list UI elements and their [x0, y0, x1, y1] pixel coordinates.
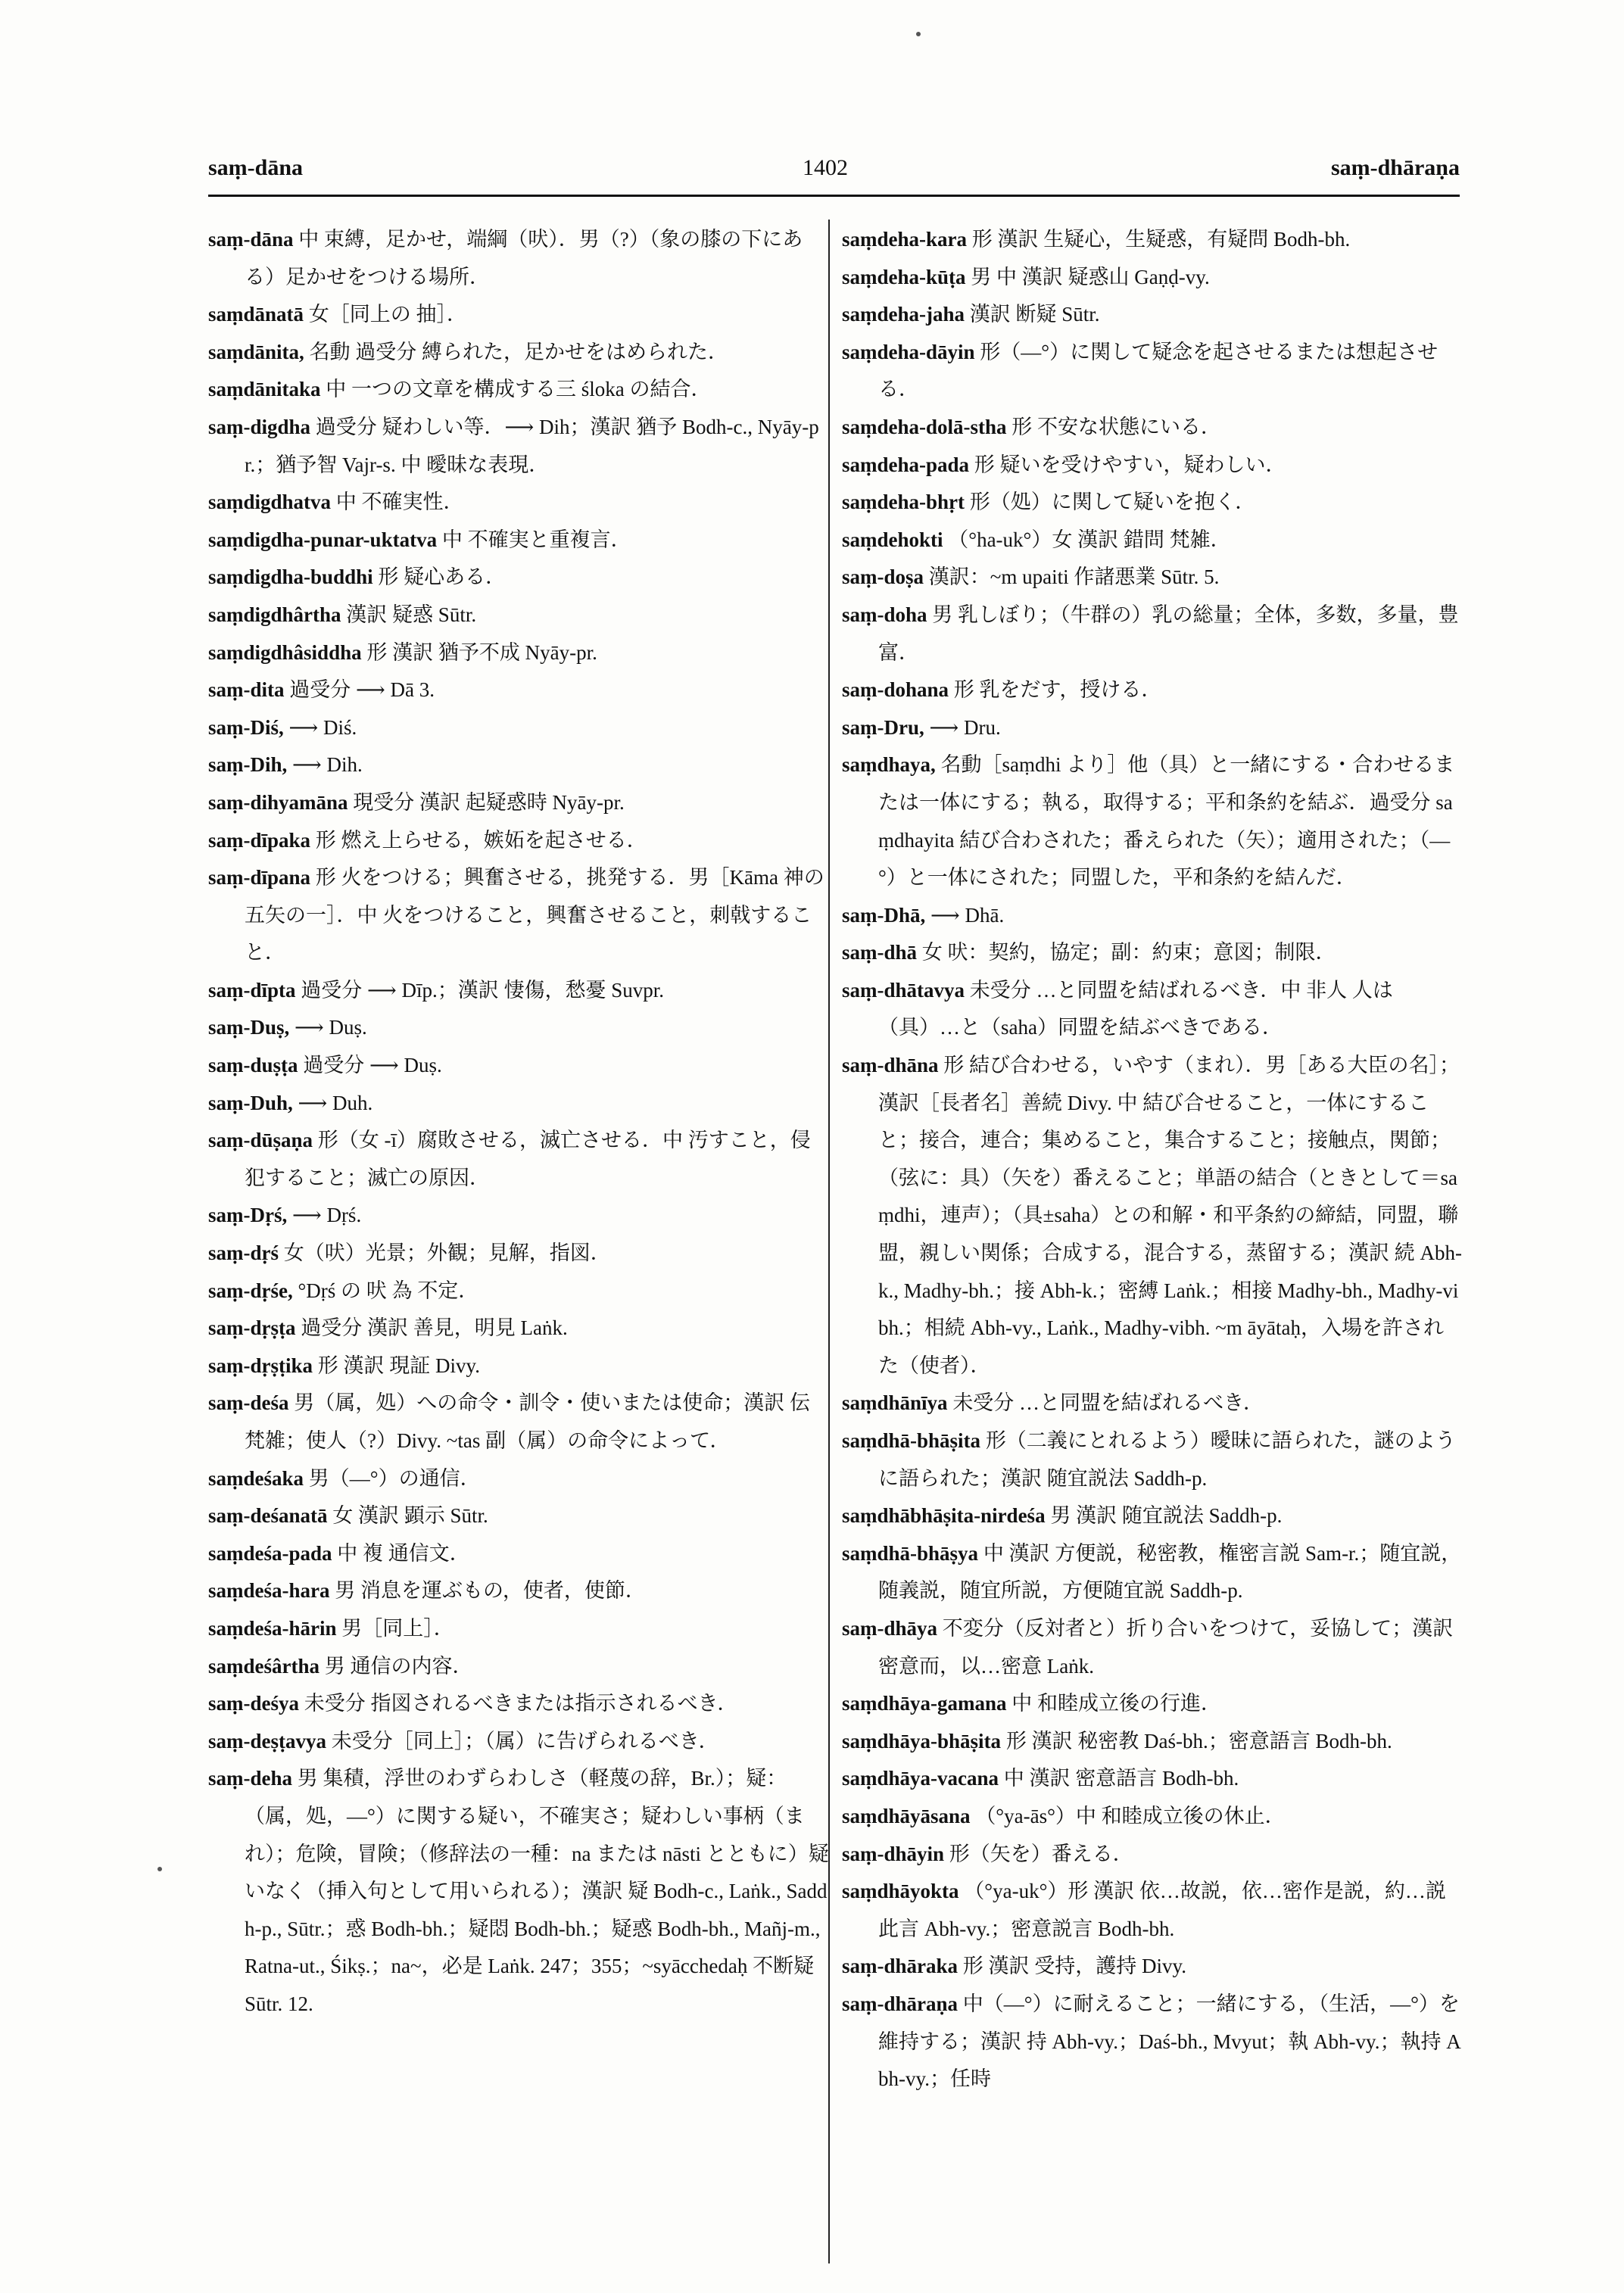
entry-headword: saṃ-dāna — [208, 228, 294, 251]
dictionary-entry — [842, 1798, 1463, 1836]
entry-headword: saṃ-Dhā, — [842, 903, 926, 927]
entry-headword: saṃ-dihyamāna — [208, 790, 348, 814]
entry-headword: saṃ-Duṣ, — [208, 1016, 290, 1039]
entry-headword: saṃdeśârtha — [208, 1654, 320, 1678]
dictionary-entry — [842, 484, 1463, 522]
entry-definition: 女［同上の 抽］． — [308, 303, 468, 326]
entry-headword: saṃ-Dih, — [208, 753, 288, 777]
dictionary-entry — [208, 1310, 829, 1347]
entry-definition: ⟶ Duṣ. — [295, 1016, 367, 1039]
entry-headword: saṃ-dhāna — [842, 1054, 939, 1077]
dictionary-entry — [842, 1685, 1463, 1723]
dictionary-entry — [208, 1723, 829, 1761]
entry-definition: （°ha-uk°）女 漢訳 錯問 梵雑． — [948, 528, 1231, 551]
dictionary-entry — [208, 1535, 829, 1573]
dictionary-entry — [842, 296, 1463, 334]
entry-headword: saṃ-duṣṭa — [208, 1054, 298, 1077]
entry-headword: saṃdeha-dāyin — [842, 340, 975, 363]
entry-definition: 中 束縛，足かせ，端綱（吠）．男（?）（象の膝の下にある）足かせをつける場所． — [245, 228, 803, 288]
entry-definition: 過受分 疑わしい等．⟶ Dih；漢訳 猶予 Bodh-c., Nyāy-pr.；猶予智 Vajr-s. 中 曖昧な表現． — [245, 415, 819, 476]
dictionary-entry — [208, 1648, 829, 1686]
entry-definition: 女 漢訳 顕示 Sūtr. — [332, 1504, 488, 1528]
entry-definition: 過受分 ⟶ Dā 3. — [289, 678, 435, 702]
entry-headword: saṃ-dṛṣṭa — [208, 1316, 296, 1340]
dictionary-entry — [842, 409, 1463, 447]
entry-definition: 中 和睦成立後の行進． — [1011, 1692, 1222, 1715]
entry-headword: saṃ-dīpta — [208, 978, 296, 1002]
dictionary-entry — [208, 1497, 829, 1535]
entry-headword: saṃ-dīpana — [208, 866, 311, 889]
entry-headword: saṃdeha-kūṭa — [842, 265, 966, 288]
scan-speck — [916, 32, 921, 36]
entry-headword: saṃ-Duh, — [208, 1091, 293, 1114]
left-column — [208, 221, 829, 2024]
entry-headword: saṃ-deśya — [208, 1692, 299, 1715]
dictionary-entry — [208, 409, 829, 484]
entry-headword: saṃdeha-kara — [842, 228, 968, 251]
entry-headword: saṃ-dhāya — [842, 1616, 938, 1640]
entry-definition: 名動 過受分 縛られた，足かせをはめられた． — [309, 340, 729, 363]
entry-definition: 男［同上］． — [341, 1616, 454, 1640]
dictionary-entry — [208, 859, 829, 972]
dictionary-entry — [842, 1535, 1463, 1610]
entry-headword: saṃdeha-bhṛt — [842, 491, 965, 514]
dictionary-entry — [842, 1422, 1463, 1497]
entry-definition: 中 不確実と重複言． — [441, 528, 631, 551]
entry-headword: saṃdhāyāsana — [842, 1804, 971, 1827]
entry-definition: 未受分［同上］；（属）に告げられるべき． — [331, 1729, 719, 1752]
dictionary-entry — [842, 934, 1463, 972]
entry-headword: saṃdhāyokta — [842, 1880, 959, 1903]
entry-definition: 女 吠：契約，協定；副：約束；意図；制限． — [921, 941, 1336, 964]
entry-headword: saṃdhānīya — [842, 1391, 948, 1415]
entry-headword: saṃ-dūṣaṇa — [208, 1129, 313, 1152]
dictionary-entry — [842, 1047, 1463, 1385]
entry-headword: saṃ-dṛś — [208, 1242, 279, 1265]
entry-headword: saṃ-Diś, — [208, 715, 284, 739]
scan-speck — [157, 1867, 162, 1871]
dictionary-entry — [208, 1347, 829, 1385]
entry-definition: 形 不安な状態にいる． — [1011, 415, 1222, 438]
dictionary-entry — [208, 1197, 829, 1235]
dictionary-entry — [208, 1009, 829, 1047]
entry-definition: 形（二義にとれるよう）曖昧に語られた，謎のように語られた；漢訳 随宜説法 Saddh-p. — [878, 1429, 1456, 1490]
entry-definition: 不変分（反対者と）折り合いをつけて，妥協して；漢訳 密意而，以…密意 Laṅk. — [878, 1616, 1454, 1678]
entry-definition: 漢訳 疑惑 Sūtr. — [346, 603, 477, 626]
dictionary-entry — [208, 1085, 829, 1123]
dictionary-entry — [842, 259, 1463, 297]
entry-definition: °Dṛś の 吠 為 不定． — [298, 1279, 479, 1302]
right-column — [842, 221, 1463, 2098]
entry-definition: 中 漢訳 方便説，秘密教，権密言説 Sam-r.；随宜説，随義説，随宜所説，方便随宜説 Saddh-p. — [878, 1541, 1462, 1603]
dictionary-entry — [842, 709, 1463, 747]
dictionary-entry — [842, 1986, 1463, 2098]
dictionary-entry — [842, 1610, 1463, 1685]
dictionary-entry — [208, 634, 829, 672]
entry-definition: 男（—°）の通信． — [308, 1466, 481, 1490]
entry-definition: 形 漢訳 現証 Divy. — [317, 1354, 481, 1377]
entry-definition: 中 不確実性． — [335, 491, 464, 514]
entry-headword: saṃ-Dṛś, — [208, 1204, 288, 1227]
entry-definition: 中 複 通信文． — [337, 1541, 470, 1565]
entry-definition: 形（処）に関して疑いを抱く． — [969, 491, 1256, 514]
entry-headword: saṃ-deha — [208, 1767, 293, 1790]
dictionary-entry — [208, 1460, 829, 1498]
dictionary-entry — [208, 1685, 829, 1723]
entry-definition: 形 漢訳 猶予不成 Nyāy-pr. — [366, 640, 597, 664]
dictionary-entry — [208, 972, 829, 1010]
dictionary-entry — [842, 972, 1463, 1047]
entry-headword: saṃ-deśa — [208, 1391, 289, 1415]
entry-definition: 名動［saṃdhi より］他（具）と一緒にする・合わせるまたは一体にする；執る，取得する；平和条約を結ぶ．過受分 saṃdhayita 結び合わされた；番えられた（矢）；適用された；（—°）と一体にされた；同盟した，平和条約を結んだ． — [878, 753, 1455, 889]
dictionary-entry — [208, 1610, 829, 1648]
dictionary-entry — [842, 671, 1463, 709]
entry-headword: saṃdeśaka — [208, 1466, 304, 1490]
entry-definition: ⟶ Dhā. — [930, 903, 1005, 927]
dictionary-entry — [842, 1948, 1463, 1986]
dictionary-entry — [208, 784, 829, 822]
entry-headword: saṃdigdhatva — [208, 491, 332, 514]
entry-headword: saṃ-doṣa — [842, 565, 924, 589]
entry-headword: saṃdehokti — [842, 528, 943, 551]
entry-headword: saṃ-deṣṭavya — [208, 1729, 326, 1752]
entry-headword: saṃ-dita — [208, 678, 285, 702]
entry-definition: 形 漢訳 生疑心，生疑惑，有疑問 Bodh-bh. — [971, 228, 1351, 251]
entry-definition: ⟶ Dṛś. — [291, 1204, 362, 1227]
entry-definition: 女（吠）光景；外観；見解，指図． — [283, 1242, 611, 1265]
dictionary-entry — [842, 334, 1463, 409]
entry-headword: saṃdigdhâsiddha — [208, 640, 362, 664]
entry-definition: 中 一つの文章を構成する三 śloka の結合． — [326, 378, 712, 401]
dictionary-entry — [208, 1385, 829, 1460]
entry-headword: saṃdhāya-vacana — [842, 1767, 999, 1790]
entry-definition: 過受分 漢訳 善見，明見 Laṅk. — [301, 1316, 568, 1340]
entry-headword: saṃ-doha — [842, 603, 927, 626]
entry-headword: saṃdeśa-pada — [208, 1541, 332, 1565]
entry-definition: （°ya-uk°）形 漢訳 依…故説，依…密作是説，約…説此言 Abh-vy.；密意説言 Bodh-bh. — [878, 1880, 1446, 1940]
entry-definition: 形（矢を）番える． — [949, 1842, 1133, 1865]
entry-definition: 男 集積，浮世のわずらわしさ（軽蔑の辞，Br.）；疑：（属，処，—°）に関する疑い，不確実さ；疑わしい事柄（まれ）；危険，冒険；（修辞法の一種：na または nāsti とともに）疑いなく（挿入句として用いられる）；漢訳 疑 Bodh-c., Laṅk., Saddh-p., Sūtr.；惑 Bodh-bh.；疑悶 Bodh-bh.；疑惑 Bodh-bh., Mañj-m., Ratna-ut., Śikṣ.；na~，必是 Laṅk. 247；355；~syācchedaḥ 不断疑 Sūtr. 12. — [245, 1767, 829, 2015]
entry-definition: 男 通信の内容． — [324, 1654, 473, 1678]
dictionary-entry — [208, 1273, 829, 1310]
dictionary-entry — [842, 1760, 1463, 1798]
entry-headword: saṃ-dhātavya — [842, 978, 965, 1002]
entry-definition: 未受分 …と同盟を結ばれるべき．中 非人 人は（具）…と（saha）同盟を結ぶべきである． — [878, 978, 1393, 1039]
entry-headword: saṃdeha-jaha — [842, 303, 965, 326]
entry-definition: 男 消息を運ぶもの，使者，使節． — [335, 1579, 646, 1603]
entry-definition: 形 燃え上らせる，嫉妬を起させる． — [315, 828, 647, 852]
entry-definition: 男（属，処）への命令・訓令・使いまたは使命；漢訳 伝 梵雑；使人（?）Divy. ~tas 副（属）の命令によって． — [245, 1391, 810, 1452]
running-head-right: saṃ-dhāraṇa — [1330, 155, 1460, 180]
entry-headword: saṃdeha-pada — [842, 453, 970, 476]
entry-headword: saṃdeśa-hārin — [208, 1616, 337, 1640]
dictionary-entry — [208, 334, 829, 372]
dictionary-entry — [208, 1122, 829, 1197]
entry-definition: 形 乳をだす，授ける． — [953, 678, 1162, 702]
entry-definition: ⟶ Dih. — [292, 753, 363, 777]
entry-definition: ⟶ Diś. — [288, 715, 357, 739]
entry-definition: ⟶ Duh. — [298, 1091, 373, 1114]
dictionary-entry — [842, 1385, 1463, 1422]
dictionary-entry — [208, 1760, 829, 2023]
entry-headword: saṃdhaya, — [842, 753, 936, 777]
entry-headword: saṃdeśa-hara — [208, 1579, 330, 1603]
entry-headword: saṃ-dhā — [842, 941, 918, 964]
dictionary-entry — [842, 1497, 1463, 1535]
entry-headword: saṃdhā-bhāṣita — [842, 1429, 981, 1452]
dictionary-entry — [208, 371, 829, 409]
page-number: 1402 — [803, 155, 848, 180]
entry-definition: 形（女 -ī）腐敗させる，滅亡させる．中 汚すこと，侵犯すること；滅亡の原因． — [245, 1129, 811, 1189]
entry-headword: saṃ-dṛśe, — [208, 1279, 293, 1302]
dictionary-entry — [208, 1235, 829, 1273]
entry-definition: 過受分 ⟶ Duṣ. — [303, 1054, 442, 1077]
dictionary-entry — [208, 709, 829, 747]
dictionary-entry — [208, 522, 829, 559]
dictionary-entry — [208, 746, 829, 784]
dictionary-entry — [208, 1572, 829, 1610]
entry-headword: saṃdhāya-bhāṣita — [842, 1729, 1002, 1752]
header-rule — [208, 195, 1460, 197]
dictionary-entry — [208, 597, 829, 634]
entry-headword: saṃdhā-bhāṣya — [842, 1541, 979, 1565]
entry-headword: saṃdigdhârtha — [208, 603, 341, 626]
dictionary-entry — [842, 597, 1463, 671]
entry-headword: saṃdānita, — [208, 340, 304, 363]
entry-definition: 中 漢訳 密意語言 Bodh-bh. — [1003, 1767, 1239, 1790]
dictionary-entry — [842, 1836, 1463, 1874]
entry-headword: saṃ-digdha — [208, 415, 311, 438]
entry-definition: 形 漢訳 受持，護持 Divy. — [962, 1955, 1187, 1978]
entry-headword: saṃdigdha-punar-uktatva — [208, 528, 438, 551]
entry-definition: 未受分 …と同盟を結ばれるべき． — [952, 1391, 1264, 1415]
entry-headword: saṃ-Dru, — [842, 715, 924, 739]
entry-headword: saṃdānitaka — [208, 378, 321, 401]
entry-definition: 形 結び合わせる，いやす（まれ）．男［ある大臣の名］；漢訳［長者名］善続 Divy. 中 結び合せること，一体にすること；接合，連合；集めること，集合すること；接触点，関節；（弦に：具）（矢を）番えること；単語の結合（ときとして＝saṃdhi，連声）；（具±saha）との和解・和平条約の締結，同盟，聯盟，親しい関係；合成する，混合する，蒸留する；漢訳 続 Abh-k., Madhy-bh.；接 Abh-k.；密縛 Laṅk.；相接 Madhy-bh., Madhy-vibh.；相続 Abh-vy., Laṅk., Madhy-vibh. ~m āyātaḥ，入場を許された（使者）． — [878, 1054, 1462, 1377]
entry-definition: 男 漢訳 随宜説法 Saddh-p. — [1050, 1504, 1283, 1528]
dictionary-entry — [842, 447, 1463, 484]
entry-definition: 形 疑いを受けやすい，疑わしい． — [974, 453, 1286, 476]
entry-definition: （°ya-ās°）中 和睦成立後の休止． — [975, 1804, 1286, 1827]
dictionary-entry — [842, 522, 1463, 559]
running-head-left: saṃ-dāna — [208, 155, 304, 180]
dictionary-entry — [208, 1047, 829, 1085]
dictionary-entry — [208, 822, 829, 860]
entry-definition: 現受分 漢訳 起疑惑時 Nyāy-pr. — [353, 790, 625, 814]
entry-headword: saṃ-dhāraka — [842, 1955, 959, 1978]
entry-definition: 漢訳 断疑 Sūtr. — [969, 303, 1100, 326]
entry-definition: 形（—°）に関して疑念を起させるまたは想起させる． — [878, 340, 1439, 401]
entry-headword: saṃ-dhāraṇa — [842, 1992, 959, 2015]
entry-definition: 過受分 ⟶ Dīp.；漢訳 悽傷，愁憂 Suvpr. — [301, 978, 664, 1002]
entry-headword: saṃ-dhāyin — [842, 1842, 945, 1865]
entry-headword: saṃdānatā — [208, 303, 304, 326]
entry-headword: saṃ-dīpaka — [208, 828, 311, 852]
entry-definition: 漢訳：~m upaiti 作諸悪業 Sūtr. 5. — [928, 565, 1220, 589]
entry-headword: saṃdigdha-buddhi — [208, 565, 373, 589]
dictionary-entry — [208, 559, 829, 597]
entry-definition: 形 漢訳 秘密教 Daś-bh.；密意語言 Bodh-bh. — [1005, 1729, 1392, 1752]
dictionary-entry — [842, 1873, 1463, 1948]
dictionary-entry — [208, 484, 829, 522]
dictionary-entry — [208, 671, 829, 709]
dictionary-entry — [842, 1723, 1463, 1761]
entry-definition: 中（—°）に耐えること；一緒にする，（生活，—°）を維持する；漢訳 持 Abh-vy.；Daś-bh., Mvyut；執 Abh-vy.；執持 Abh-vy.；任時 — [878, 1992, 1461, 2091]
entry-definition: 形 疑心ある． — [378, 565, 507, 589]
entry-definition: 男 中 漢訳 疑惑山 Gaṇḍ-vy. — [971, 265, 1210, 288]
entry-headword: saṃ-dṛṣṭika — [208, 1354, 313, 1377]
dictionary-entry — [208, 221, 829, 296]
entry-headword: saṃdhāya-gamana — [842, 1692, 1007, 1715]
dictionary-entry — [842, 221, 1463, 259]
entry-headword: saṃdhābhāṣita-nirdeśa — [842, 1504, 1046, 1528]
entry-headword: saṃ-deśanatā — [208, 1504, 328, 1528]
entry-headword: saṃdeha-dolā-stha — [842, 415, 1007, 438]
dictionary-entry — [842, 559, 1463, 597]
dictionary-entry — [208, 296, 829, 334]
entry-definition: 男 乳しぼり；（牛群の）乳の総量；全体，多数，多量，豊富． — [878, 603, 1459, 664]
entry-headword: saṃ-dohana — [842, 678, 949, 702]
entry-definition: 形 火をつける；興奮させる，挑発する．男［Kāma 神の五矢の一］．中 火をつけること，興奮させること，刺戟すること． — [245, 866, 824, 964]
entry-definition: ⟶ Dru. — [929, 715, 1001, 739]
entry-definition: 未受分 指図されるべきまたは指示されるべき． — [304, 1692, 738, 1715]
dictionary-entry — [842, 897, 1463, 935]
dictionary-entry — [842, 746, 1463, 896]
